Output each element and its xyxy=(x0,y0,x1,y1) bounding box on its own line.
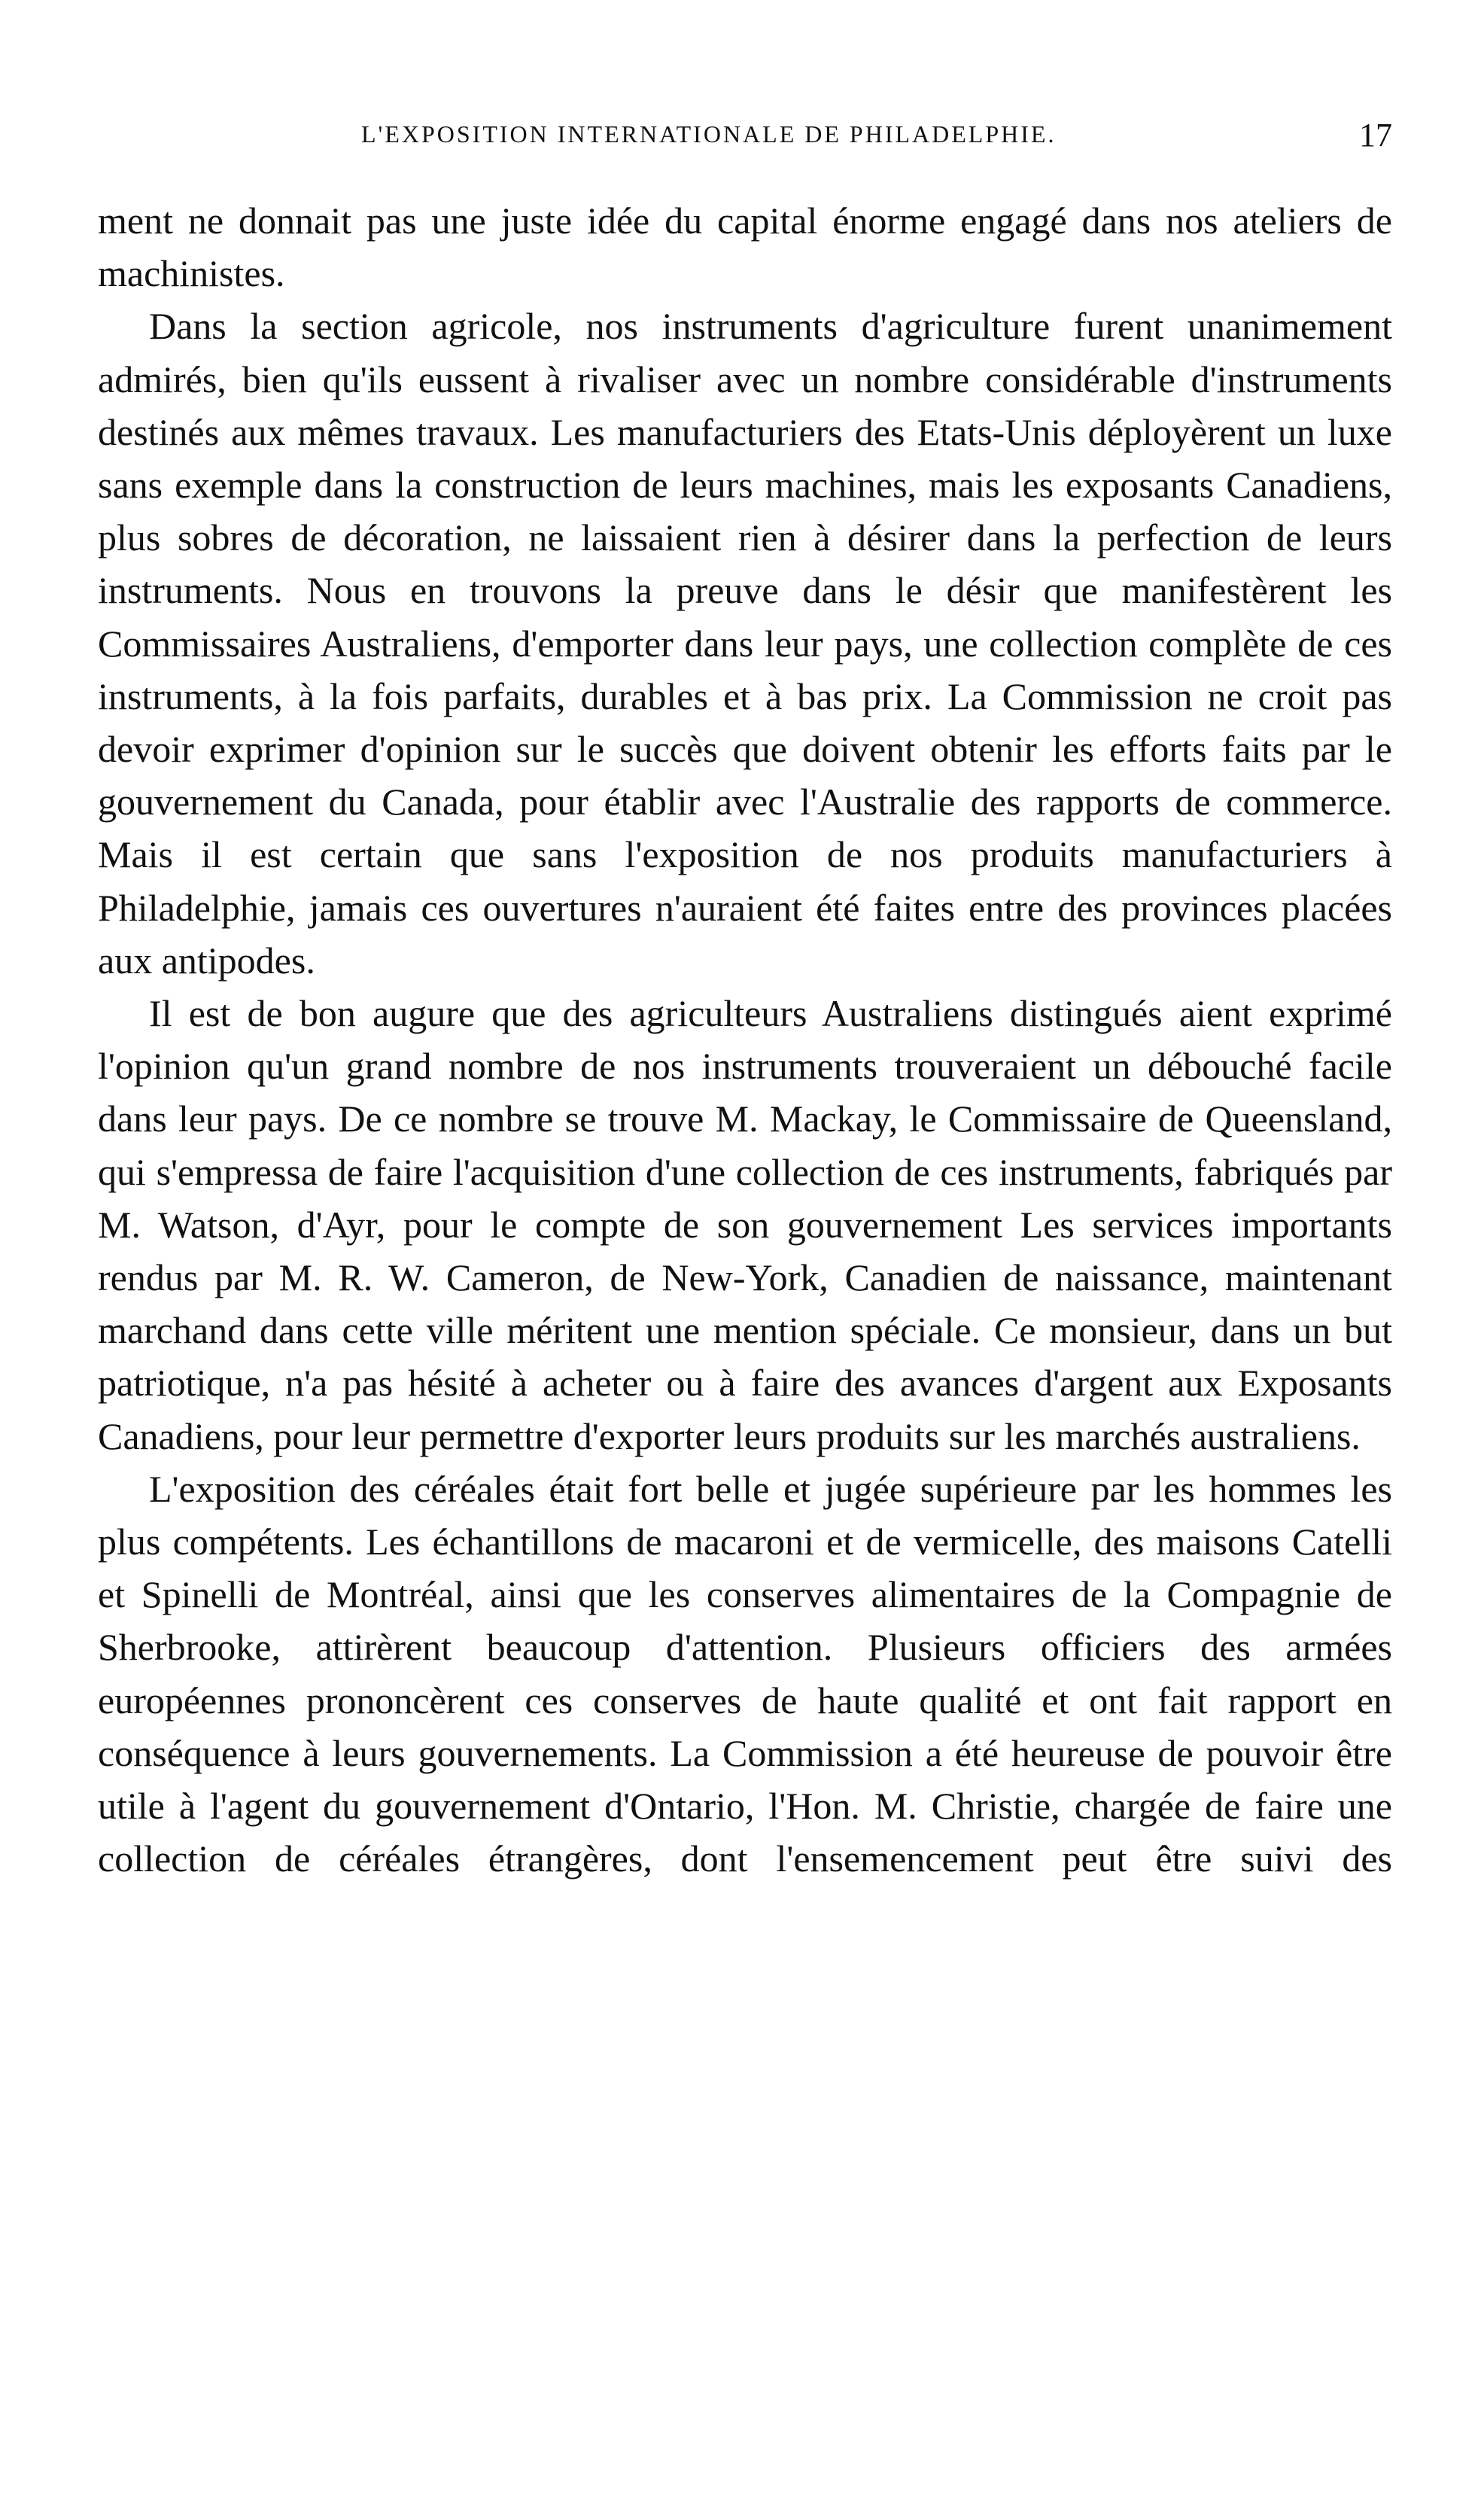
paragraph-cereal-exhibition: L'exposition des céréales était fort belle et jugée supérieure par les hommes les plus compétents. Les échantillons de macaroni et de vermicelle, des maisons Catelli et Spinelli de Montréal, ainsi que les conserves alimentaires de la Compagnie de Sherbrooke, attirèrent beaucoup d'attention. Plusieurs officiers des armées européennes prononcèrent ces conserves de haute qualité et ont fait rapport en conséquence à leurs gouvernements. La Commission a été heureuse de pouvoir être utile à l'agent du gouvernement d'Ontario, l'Hon. M. Christie, chargée de faire une collection de céréales étrangères, dont l'ensemencement peut être suivi des xyxy=(98,1467,1392,1880)
page-number: 17 xyxy=(1359,117,1392,154)
running-head-title: L'EXPOSITION INTERNATIONALE DE PHILADELPHIE. xyxy=(361,120,1057,148)
paragraph-agricultural-section: Dans la section agricole, nos instruments d'agriculture furent unanimement admirés, bien qu'ils eussent à rivaliser avec un nombre considérable d'instruments destinés aux mêmes travaux. Les manufacturiers des Etats-Unis déployèrent un luxe sans exemple dans la construction de leurs machines, mais les exposants Canadiens, plus sobres de décoration, ne laissaient rien à désirer dans la perfection de leurs instruments. Nous en trouvons la preuve dans le désir que manifestèrent les Commissaires Australiens, d'emporter dans leur pays, une collection complète de ces instruments, à la fois parfaits, durables et à bas prix. La Commission ne croit pas devoir exprimer d'opinion sur le succès que doivent obtenir les efforts faits par le gouvernement du Canada, pour établir avec l'Australie des rapports de commerce. Mais il est certain que sans l'exposition de nos produits manufacturiers à Philadelphie, jamais ces ouvertures n'auraient été faites entre des provinces placées aux antipodes. xyxy=(98,305,1392,982)
paragraph-australian-farmers: Il est de bon augure que des agriculteurs Australiens distingués aient exprimé l'opinion qu'un grand nombre de nos instruments trouveraient un débouché facile dans leur pays. De ce nombre se trouve M. Mackay, le Commissaire de Queensland, qui s'empressa de faire l'acquisition d'une collection de ces instruments, fabriqués par M. Watson, d'Ayr, pour le compte de son gouvernement Les services importants rendus par M. R. W. Cameron, de New-York, Canadien de naissance, maintenant marchand dans cette ville méritent une mention spéciale. Ce monsieur, dans un but patriotique, n'a pas hésité à acheter ou à faire des avances d'argent aux Exposants Canadiens, pour leur permettre d'exporter leurs produits sur les marchés australiens. xyxy=(98,992,1392,1457)
paragraph-continuation: ment ne donnait pas une juste idée du capital énorme engagé dans nos ateliers de machinistes. xyxy=(98,199,1392,295)
running-head xyxy=(98,117,1392,166)
body-text xyxy=(98,194,1392,1886)
